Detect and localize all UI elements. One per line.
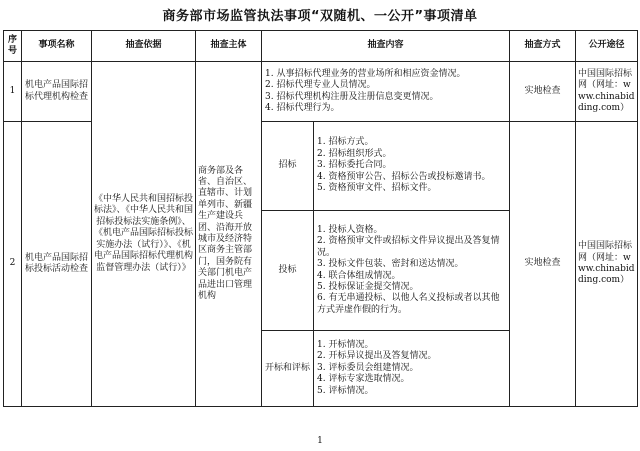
content-item: 3. 招标委托合同。 <box>317 160 392 171</box>
content-item: 4. 招标代理行为。 <box>265 102 340 113</box>
header-subject: 抽查主体 <box>196 31 262 62</box>
row1-content <box>262 62 510 122</box>
content-item: 5. 资格预审文件、招标文件。 <box>317 183 437 194</box>
content-item: 1. 招标方式。 <box>317 137 374 148</box>
content-item: 2. 招标代理专业人员情况。 <box>265 80 376 91</box>
subject-cell: 商务部及各省、自治区、直辖市、计划单列市、新疆生产建设兵团、沿海开放城市及经济特区商务主管部门，国务院有关部门机电产品进出口管理机构 <box>196 62 262 407</box>
row1-channel: 中国国际招标网（网址：www.chinabidding.com） <box>576 62 638 122</box>
bidding-content <box>314 122 510 211</box>
row1-item-name: 机电产品国际招标代理机构检查 <box>22 62 92 122</box>
row1-seq: 1 <box>4 62 22 122</box>
content-item: 4. 评标专家选取情况。 <box>317 374 410 385</box>
page-title: 商务部市场监管执法事项“双随机、一公开”事项清单 <box>162 9 478 24</box>
table-header-row <box>4 31 638 62</box>
header-content: 抽查内容 <box>262 31 510 62</box>
page-number: 1 <box>317 436 323 446</box>
header-seq: 序号 <box>4 31 22 62</box>
row1-method: 实地检查 <box>510 62 576 122</box>
row2-item-name: 机电产品国际招标投标活动检查 <box>22 122 92 407</box>
content-item: 3. 招标代理机构注册及注册信息变更情况。 <box>265 91 439 102</box>
tendering-content <box>314 211 510 331</box>
sub-section-bidding: 招标 <box>262 122 314 211</box>
row2-channel: 中国国际招标网（网址：www.chinabidding.com） <box>576 122 638 407</box>
content-item: 2. 资格预审文件或招标文件异议提出及答复情况。 <box>317 236 500 258</box>
content-item: 3. 投标文件包装、密封和送达情况。 <box>317 259 464 270</box>
content-item: 2. 开标异议提出及答复情况。 <box>317 351 437 362</box>
table-row <box>4 62 638 122</box>
sub-section-opening-evaluation: 开标和评标 <box>262 331 314 407</box>
content-item: 1. 投标人资格。 <box>317 224 383 235</box>
basis-cell: 《中华人民共和国招标投标法》、《中华人民共和国招标投标法实施条例》、《机电产品国际招标投标实施办法（试行）》、《机电产品国际招标代理机构监督管理办法（试行）》 <box>92 62 196 407</box>
opening-evaluation-content <box>314 331 510 407</box>
header-item-name: 事项名称 <box>22 31 92 62</box>
content-item: 5. 投标保证金提交情况。 <box>317 281 419 292</box>
content-item: 5. 评标情况。 <box>317 385 374 396</box>
content-item: 4. 资格预审公告、招标公告或投标邀请书。 <box>317 171 491 182</box>
content-item: 3. 评标委员会组建情况。 <box>317 362 419 373</box>
header-basis: 抽查依据 <box>92 31 196 62</box>
content-item: 2. 招标组织形式。 <box>317 148 392 159</box>
content-item: 1. 开标情况。 <box>317 339 374 350</box>
row2-seq: 2 <box>4 122 22 407</box>
content-item: 6. 有无串通投标、以他人名义投标或者以其他方式弄虚作假的行为。 <box>317 293 500 315</box>
inspection-list-table <box>3 30 638 407</box>
content-item: 4. 联合体组成情况。 <box>317 270 401 281</box>
header-channel: 公开途径 <box>576 31 638 62</box>
content-item: 1. 从事招标代理业务的营业场所和相应资金情况。 <box>265 68 466 79</box>
sub-section-tendering: 投标 <box>262 211 314 331</box>
row2-method: 实地检查 <box>510 122 576 407</box>
header-method: 抽查方式 <box>510 31 576 62</box>
